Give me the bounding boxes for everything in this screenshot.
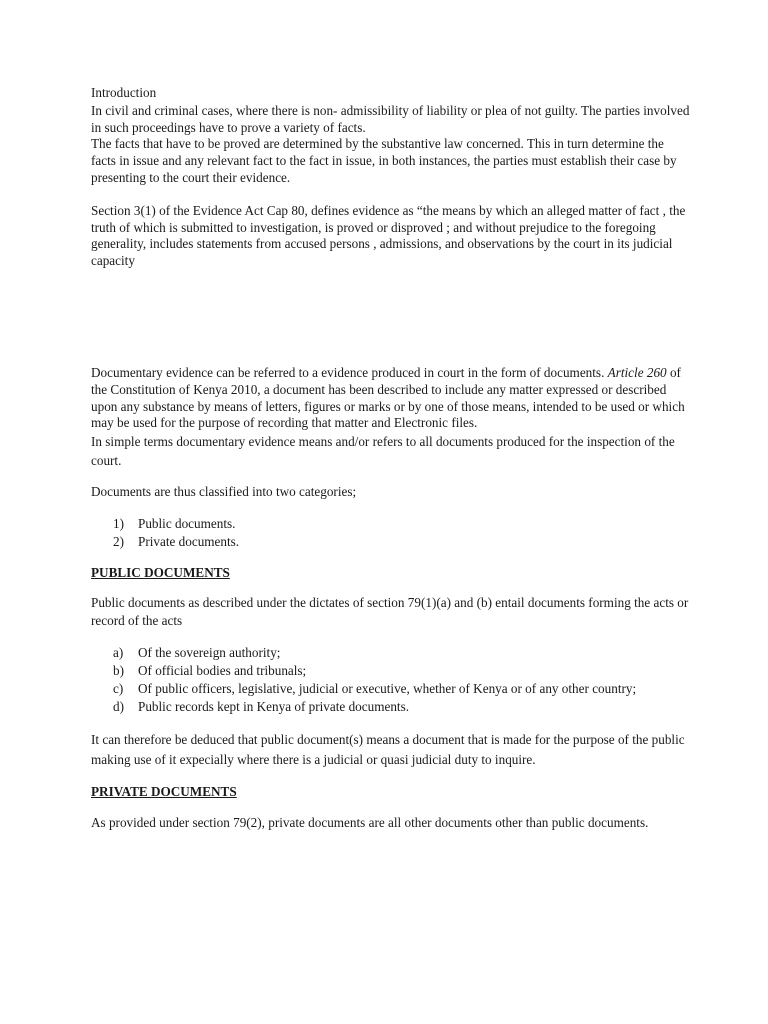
list-marker: a) — [113, 644, 124, 660]
blank-gap — [91, 270, 691, 365]
list-marker: b) — [113, 662, 124, 678]
categories-intro: Documents are thus classified into two categories; — [91, 484, 357, 500]
list-item-text: Public documents. — [138, 515, 236, 531]
list-item-text: Public records kept in Kenya of private documents. — [138, 698, 410, 714]
private-documents-description: As provided under section 79(2), private documents are all other documents other than public documents. — [91, 814, 649, 830]
article-reference: Article 260 — [607, 364, 667, 380]
list-item — [91, 698, 691, 716]
list-marker: c) — [113, 680, 124, 696]
list-item-text: Of the sovereign authority; — [138, 644, 281, 660]
list-marker: d) — [113, 698, 124, 714]
list-item — [91, 662, 691, 680]
list-item-text: Of public officers, legislative, judicial or executive, whether of Kenya or of any other country; — [138, 680, 637, 696]
list-item — [91, 533, 691, 551]
documentary-text-after: of the Constitution of Kenya 2010, a document has been described to include any matter expressed or described upon any substance by means of letters, figures or marks or by one of those means, intended to be used or which may be used for the purpose of recording that matter and Electronic files. — [91, 364, 685, 431]
public-documents-conclusion: It can therefore be deduced that public document(s) means a document that is made for the purpose of the public making use of it expecially where there is a judicial or quasi judicial duty to inquire. — [91, 731, 685, 767]
public-documents-heading: PUBLIC DOCUMENTS — [91, 564, 230, 580]
documentary-evidence-paragraph — [91, 365, 691, 432]
intro-paragraph: In civil and criminal cases, where there is non- admissibility of liability or plea of not guilty. The parties involved in such proceedings have to prove a variety of facts. The facts that have to be proved are determined by the substantive law concerned. This in turn determine the facts in issue and any relevant fact to the fact in issue, in both instances, the parties must establish their case by presenting to the court their evidence. — [91, 102, 690, 185]
evidence-definition-paragraph: Section 3(1) of the Evidence Act Cap 80, defines evidence as “the means by which an alleged matter of fact , the truth of which is submitted to investigation, is proved or disproved ; and without prejudice to the foregoing generality, includes statements from accused persons , admissions, and observations by the court in its judicial capacity — [91, 202, 686, 269]
public-documents-description: Public documents as described under the dictates of section 79(1)(a) and (b) entail documents forming the acts or record of the acts — [91, 594, 689, 628]
list-item — [91, 680, 691, 698]
list-item — [91, 644, 691, 662]
simple-terms-paragraph: In simple terms documentary evidence means and/or refers to all documents produced for the inspection of the court. — [91, 434, 675, 469]
list-marker: 1) — [113, 515, 124, 531]
list-item — [91, 515, 691, 533]
list-marker: 2) — [113, 533, 124, 549]
document-page — [91, 85, 691, 833]
intro-title: Introduction — [91, 85, 157, 100]
documentary-text-before: Documentary evidence can be referred to a evidence produced in court in the form of documents. — [91, 364, 608, 380]
private-documents-heading: PRIVATE DOCUMENTS — [91, 783, 237, 799]
public-documents-list — [91, 644, 691, 716]
list-item-text: Of official bodies and tribunals; — [138, 662, 307, 678]
list-item-text: Private documents. — [138, 533, 240, 549]
categories-list — [91, 515, 691, 551]
